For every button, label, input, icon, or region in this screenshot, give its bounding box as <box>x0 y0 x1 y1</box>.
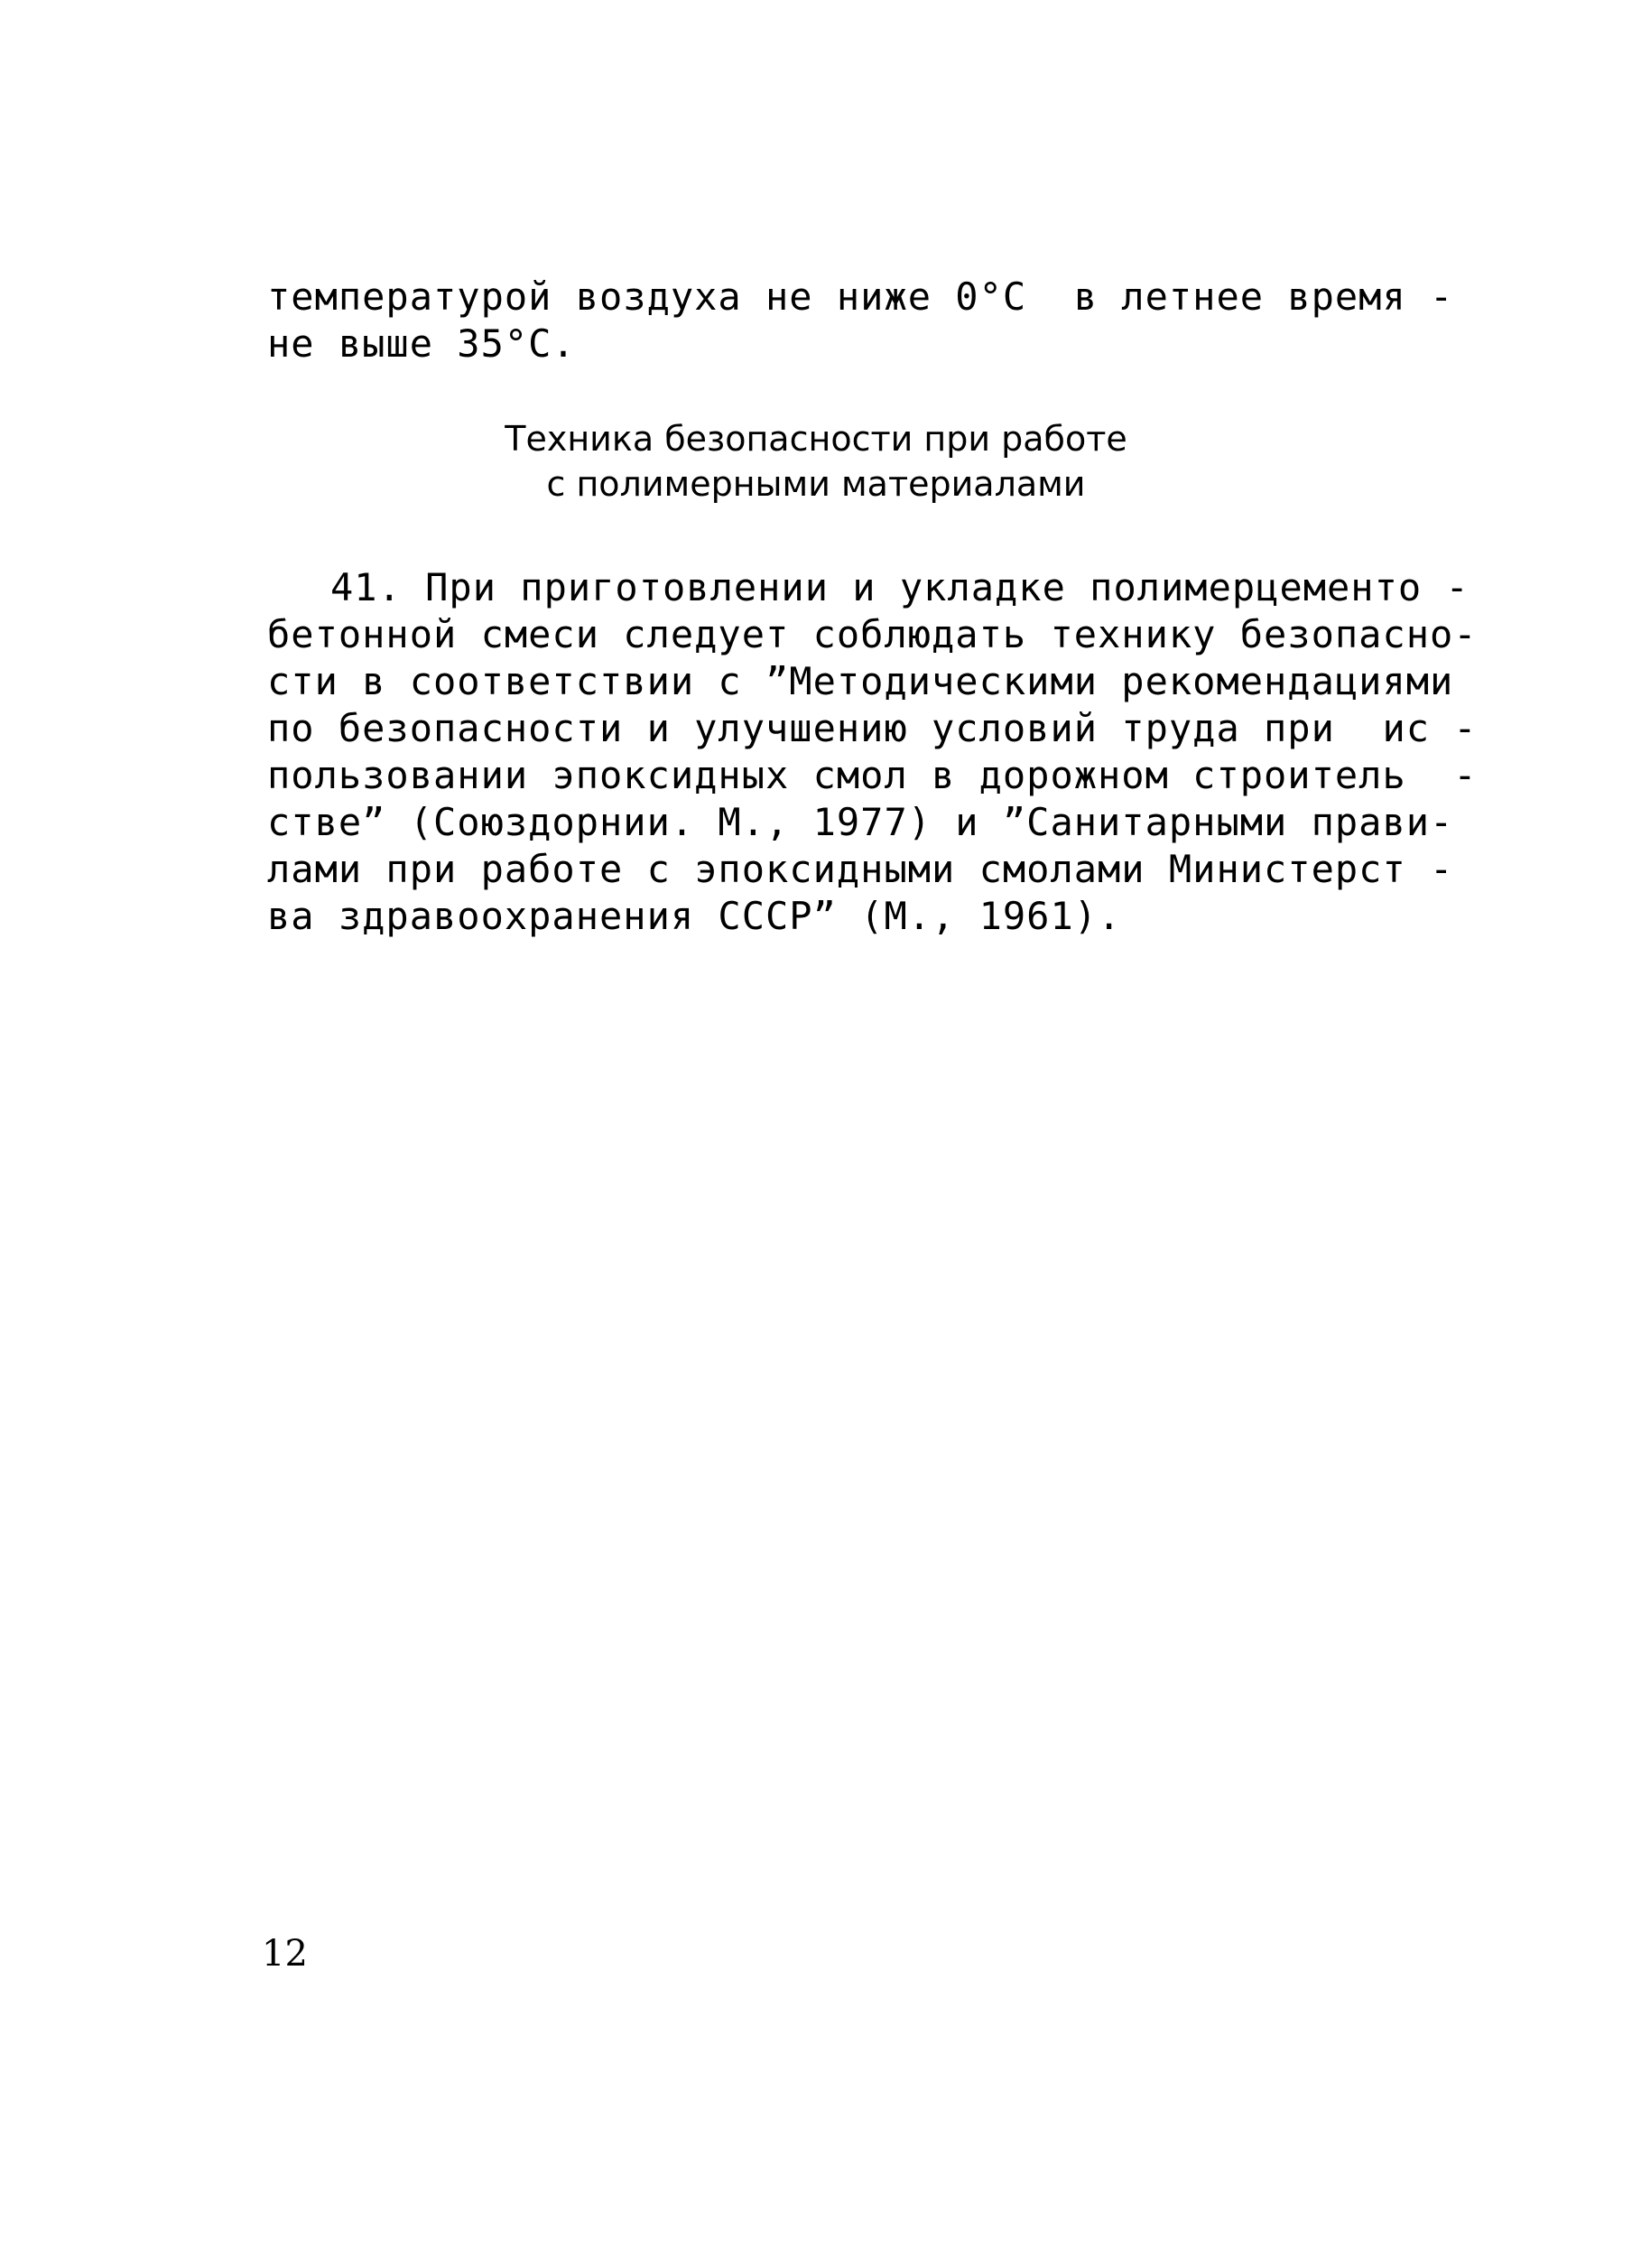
intro-line-1: температурой воздуха не ниже 0°С в летнее время - <box>267 274 1454 319</box>
section-heading-line-1: Техника безопасности при работе <box>505 419 1127 459</box>
section-heading-line-2: с полимерными материалами <box>546 464 1086 504</box>
paragraph-line-1: 41. При приготовлении и укладке полимерцементо - <box>330 565 1470 609</box>
paragraph-line-8: ва здравоохранения СССР” (М., 1961). <box>267 894 1122 938</box>
page-number: 12 <box>262 1933 308 1975</box>
intro-line-2: не выше 35°С. <box>267 321 576 366</box>
paragraph-line-6: стве” (Союздорнии. М., 1977) и ”Санитарными прави- <box>267 800 1454 844</box>
paragraph-line-4: по безопасности и улучшению условий труда при ис - <box>267 706 1478 750</box>
paragraph-line-2: бетонной смеси следует соблюдать технику безопасно- <box>267 612 1478 656</box>
paragraph-line-5: пользовании эпоксидных смол в дорожном строитель - <box>267 753 1478 797</box>
paragraph-line-3: сти в соответствии с ”Методическими рекомендациями <box>267 659 1454 703</box>
paragraph-line-7: лами при работе с эпоксидными смолами Министерст - <box>267 847 1454 891</box>
